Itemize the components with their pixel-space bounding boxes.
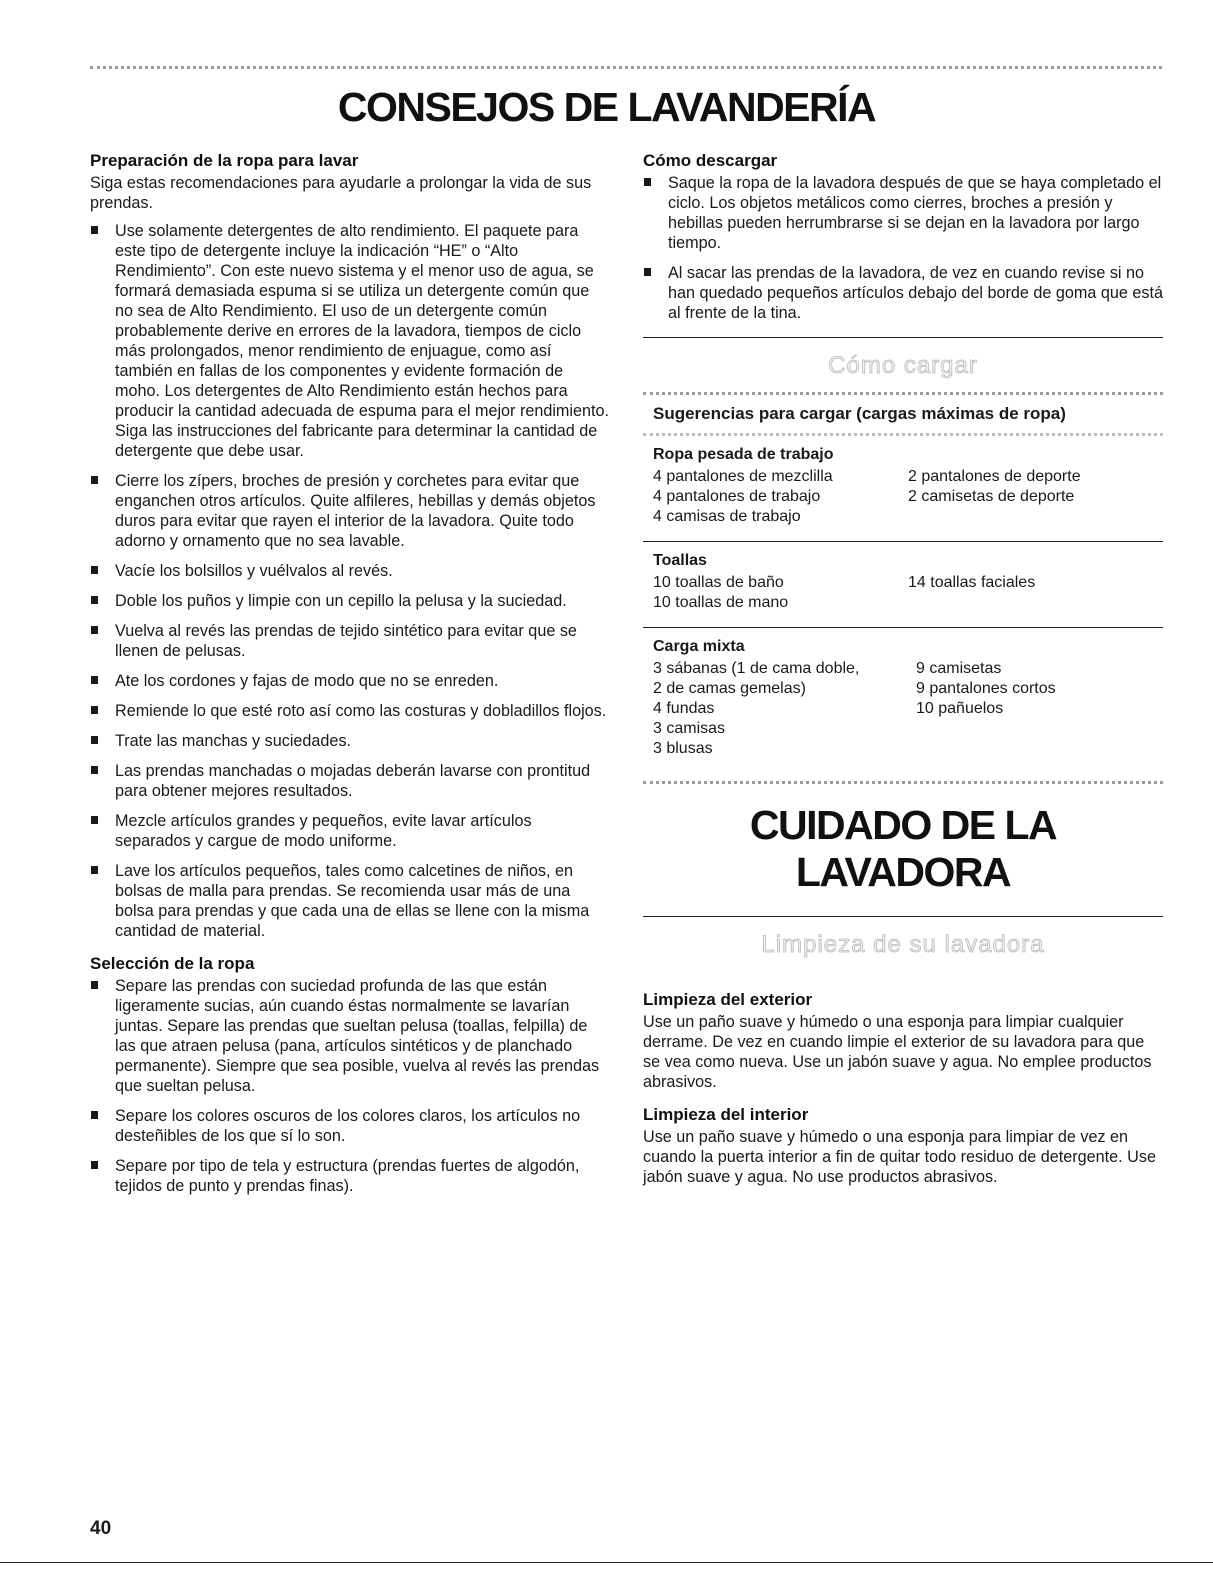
bullet-icon	[91, 706, 98, 714]
list-item: Vacíe los bolsillos y vuélvalos al revés.	[90, 561, 610, 581]
list-item: Cierre los zípers, broches de presión y corchetes para evitar que enganchen otros artículos. Quite alfileres, hebillas y demás objetos duros para evitar que rayen el interior de la lavadora. Quite todo adorno y ornamento que no sea lavable.	[90, 471, 610, 551]
list-item: 3 camisas	[653, 720, 726, 737]
list-item: 14 toallas faciales	[908, 574, 1036, 591]
dotted-divider	[643, 392, 1163, 395]
list-item: Saque la ropa de la lavadora después de que se haya completado el ciclo. Los objetos metálicos como cierres, broches a presión y hebillas pueden herrumbrarse si se dejan en la lavadora por largo tiempo.	[643, 173, 1163, 253]
towels-list	[908, 573, 1035, 613]
top-dotted-rule	[90, 66, 1162, 69]
cleaning-section-title: Limpieza de su lavadora	[761, 931, 1045, 958]
list-item: 3 sábanas (1 de cama doble,	[653, 660, 860, 677]
towels-block	[643, 550, 1163, 613]
left-column	[90, 150, 610, 1208]
heavy-load-title: Ropa pesada de trabajo	[653, 446, 834, 463]
list-item: 9 pantalones cortos	[916, 680, 1056, 697]
list-item: Al sacar las prendas de la lavadora, de vez en cuando revise si no han quedado pequeños artículos debajo del borde de goma que está al frente de la tina.	[643, 263, 1163, 323]
heavy-load-list	[908, 467, 1081, 527]
mixed-load-block	[643, 636, 1163, 759]
load-suggestions-heading: Sugerencias para cargar (cargas máximas de ropa)	[653, 404, 1066, 423]
list-item: Use solamente detergentes de alto rendimiento. El paquete para este tipo de detergente incluye la indicación “HE” o “Alto Rendimiento”. Con este nuevo sistema y el menor uso de agua, se formará demasiada espuma si se utiliza un detergente común que no sea de Alto Rendimiento. El uso de un detergente común probablemente derive en errores de la lavadora, tiempos de ciclo más prolongados, menor rendimiento de enjuague, como así también en fallas de los componentes y evidente formación de moho. Los detergentes de Alto Rendimiento están hechos para producir la cantidad adecuada de espuma para el mejor rendimiento. Siga las instrucciones del fabricante para determinar la cantidad de detergente que debe usar.	[90, 221, 610, 461]
list-item: 10 toallas de mano	[653, 594, 789, 611]
bullet-icon	[91, 816, 98, 824]
divider	[643, 627, 1163, 628]
dotted-divider	[643, 433, 1163, 436]
bullet-icon	[91, 626, 98, 634]
load-section-title: Cómo cargar	[828, 352, 978, 379]
list-item: 10 toallas de baño	[653, 574, 784, 591]
list-item: Lave los artículos pequeños, tales como calcetines de niños, en bolsas de malla para prendas. Se recomienda usar más de una bolsa para prendas y que cada una de ellas se llene con la misma cantidad de material.	[90, 861, 610, 941]
bullet-icon	[91, 1161, 98, 1169]
divider	[643, 337, 1163, 338]
list-item: Vuelva al revés las prendas de tejido sintético para evitar que se llenen de pelusas.	[90, 621, 610, 661]
prep-intro: Siga estas recomendaciones para ayudarle a prolongar la vida de sus prendas.	[90, 174, 592, 212]
mixed-load-list	[916, 659, 1056, 759]
towels-list	[653, 573, 908, 613]
exterior-cleaning-text: Use un paño suave y húmedo o una esponja para limpiar cualquier derrame. De vez en cuando limpie el exterior de su lavadora para que se vea como nueva. Use un jabón suave y agua. No emplee productos abrasivos.	[643, 1013, 1152, 1091]
list-item: 4 fundas	[653, 700, 715, 717]
list-item: Separe los colores oscuros de los colores claros, los artículos no desteñibles de los que sí lo son.	[90, 1106, 610, 1146]
divider	[643, 916, 1163, 917]
exterior-cleaning-heading: Limpieza del exterior	[643, 990, 813, 1009]
bullet-icon	[91, 866, 98, 874]
list-item: 2 pantalones de deporte	[908, 468, 1081, 485]
prep-list	[90, 221, 610, 941]
bullet-icon	[91, 566, 98, 574]
list-item: Ate los cordones y fajas de modo que no se enreden.	[90, 671, 610, 691]
bullet-icon	[91, 766, 98, 774]
list-item: 2 camisetas de deporte	[908, 488, 1075, 505]
care-section-title: CUIDADO DE LA LAVADORA	[749, 802, 1057, 895]
bullet-icon	[644, 178, 651, 186]
unload-heading: Cómo descargar	[643, 151, 778, 170]
heavy-load-block	[643, 444, 1163, 527]
mixed-load-title: Carga mixta	[653, 638, 745, 655]
bullet-icon	[91, 981, 98, 989]
list-item: Separe por tipo de tela y estructura (prendas fuertes de algodón, tejidos de punto y prendas finas).	[90, 1156, 610, 1196]
bullet-icon	[91, 736, 98, 744]
unload-list	[643, 173, 1163, 323]
list-item: Separe las prendas con suciedad profunda de las que están ligeramente sucias, aún cuando éstas normalmente se lavarían juntas. Separe las prendas que sueltan pelusa (toallas, felpilla) de las que atraen pelusa (pana, artículos sintéticos y de planchado permanente). Siempre que sea posible, vuelva al revés las prendas que sueltan pelusa.	[90, 976, 610, 1096]
bullet-icon	[91, 676, 98, 684]
list-item: 10 pañuelos	[916, 700, 1004, 717]
list-item: 9 camisetas	[916, 660, 1002, 677]
list-item: 4 camisas de trabajo	[653, 508, 801, 525]
heavy-load-list	[653, 467, 908, 527]
interior-cleaning-text: Use un paño suave y húmedo o una esponja para limpiar de vez en cuando la puerta interior a fin de quitar todo residuo de detergente. Use jabón suave y agua. No use productos abrasivos.	[643, 1128, 1156, 1186]
right-column	[643, 150, 1163, 1199]
bullet-icon	[91, 476, 98, 484]
page-number: 40	[90, 1518, 112, 1539]
bullet-icon	[91, 226, 98, 234]
dotted-divider	[643, 781, 1163, 784]
list-item: 3 blusas	[653, 740, 713, 757]
mixed-load-list	[653, 659, 916, 759]
bullet-icon	[91, 1111, 98, 1119]
bullet-icon	[91, 596, 98, 604]
list-item: Remiende lo que esté roto así como las costuras y dobladillos flojos.	[90, 701, 610, 721]
selection-heading: Selección de la ropa	[90, 954, 255, 973]
selection-list	[90, 976, 610, 1196]
bullet-icon	[644, 268, 651, 276]
prep-heading: Preparación de la ropa para lavar	[90, 151, 359, 170]
list-item: Trate las manchas y suciedades.	[90, 731, 610, 751]
list-item: Las prendas manchadas o mojadas deberán lavarse con prontitud para obtener mejores resultados.	[90, 761, 610, 801]
list-item: 2 de camas gemelas)	[653, 680, 806, 697]
divider	[643, 541, 1163, 542]
list-item: Doble los puños y limpie con un cepillo la pelusa y la suciedad.	[90, 591, 610, 611]
list-item: 4 pantalones de mezclilla	[653, 468, 833, 485]
towels-title: Toallas	[653, 552, 707, 569]
interior-cleaning-heading: Limpieza del interior	[643, 1105, 809, 1124]
bottom-rule	[0, 1562, 1213, 1563]
list-item: 4 pantalones de trabajo	[653, 488, 821, 505]
list-item: Mezcle artículos grandes y pequeños, evite lavar artículos separados y cargue de modo uniforme.	[90, 811, 610, 851]
page-title: CONSEJOS DE LAVANDERÍA	[337, 84, 876, 130]
